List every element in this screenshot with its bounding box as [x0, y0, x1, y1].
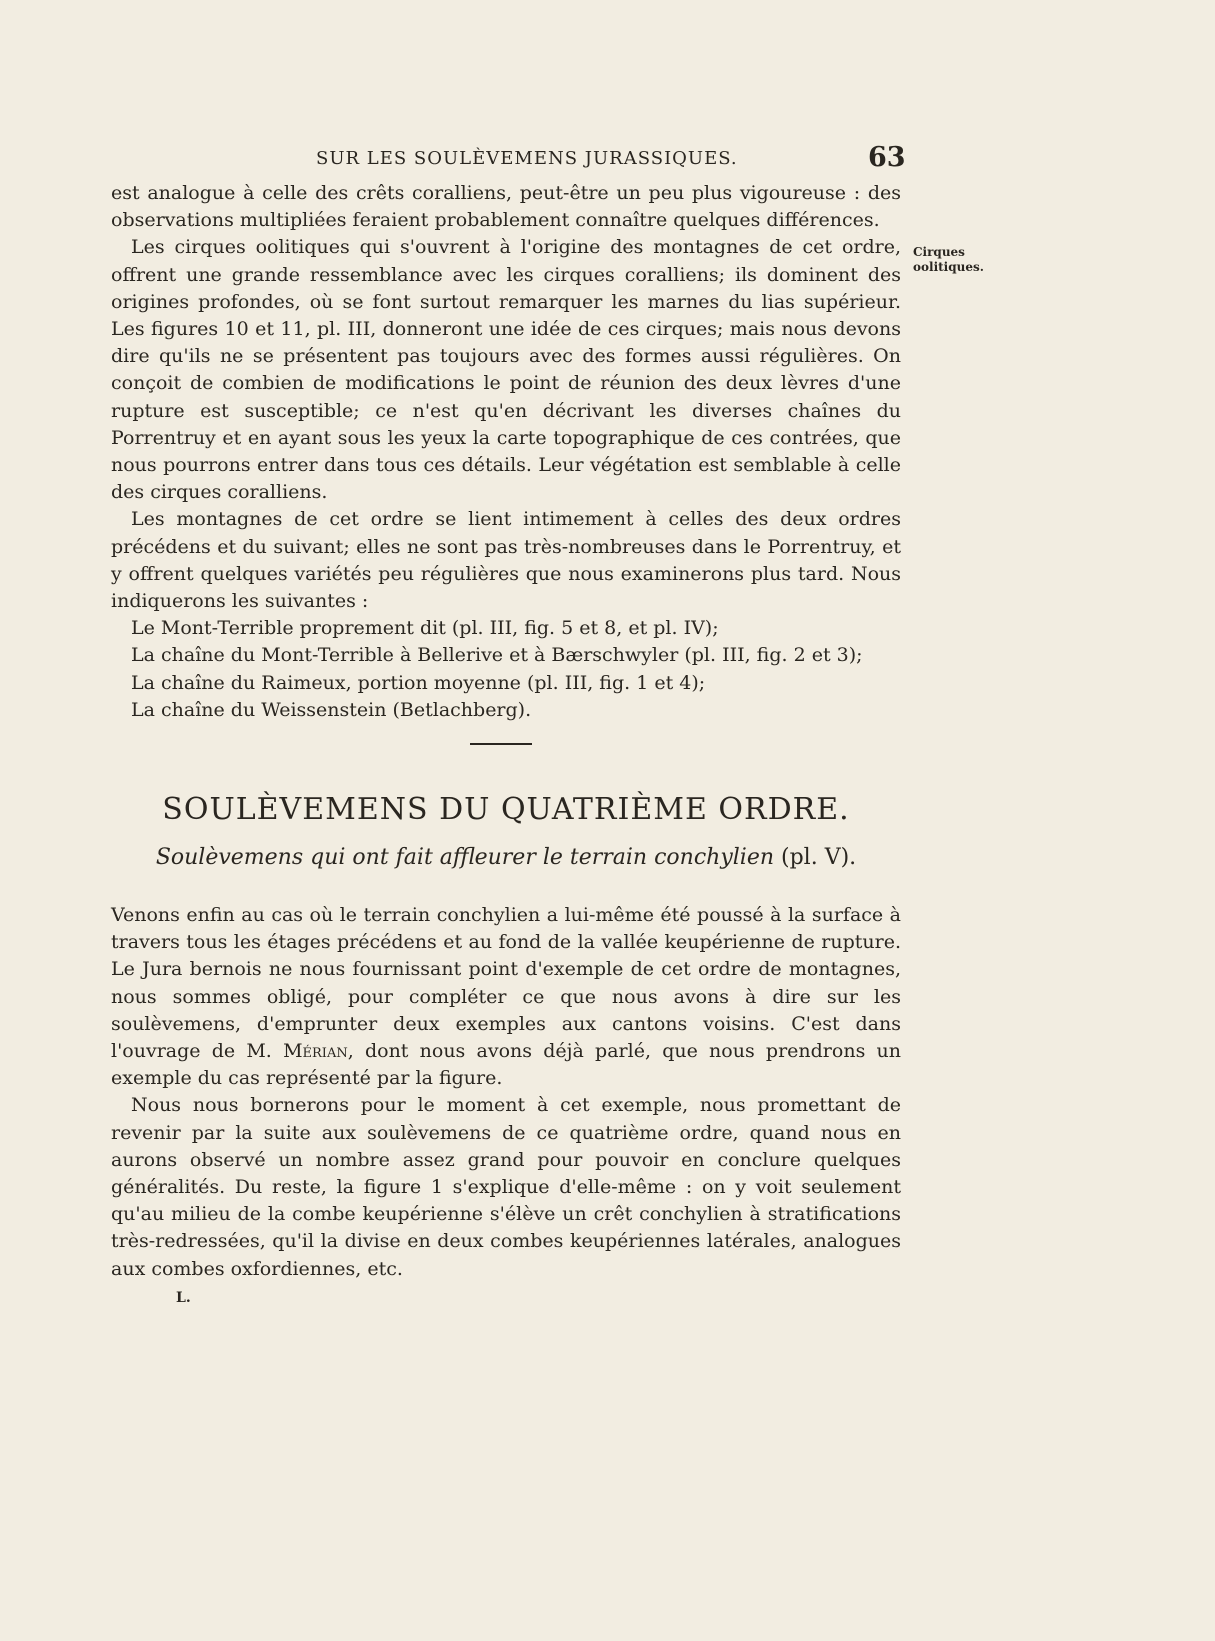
page-number: 63 [868, 142, 906, 173]
paragraph-nous: Nous nous bornerons pour le moment à cet exemple, nous promettant de revenir par la suite aux soulèvemens de ce quatrième ordre, quand nous en aurons observé un nombre assez grand pour pouvoir en conclure quelques généralités. Du reste, la figure 1 s'explique d'elle-même : on y voit seulement qu'au milieu de la combe keupérienne s'élève un crêt conchylien à stratifications très-redressées, qu'il la divise en deux combes keupériennes latérales, analogues aux combes oxfordiennes, etc. [111, 1094, 901, 1280]
margin-note [913, 245, 993, 275]
paragraph-montagnes: Les montagnes de cet ordre se lient intimement à celles des deux ordres précédens et du suivant; elles ne sont pas très-nombreuses dans le Porrentruy, et y offrent quelques variétés peu régulières que nous examinerons plus tard. Nous indiquerons les suivantes : [111, 508, 901, 613]
section-subtitle-plate-ref: (pl. V). [781, 845, 857, 870]
section-subtitle [111, 845, 901, 870]
section-divider [470, 743, 532, 745]
list-item: La chaîne du Weissenstein (Betlachberg). [131, 698, 532, 721]
body-text-top [111, 180, 901, 724]
paragraph-venons [111, 902, 901, 1092]
list-item: La chaîne du Raimeux, portion moyenne (pl. III, fig. 1 et 4); [131, 671, 706, 694]
body-text-bottom [111, 902, 901, 1283]
chain-list [111, 615, 901, 724]
paragraph-continuation: est analogue à celle des crêts coralliens, peut-être un peu plus vigoureuse : des observations multipliées feraient probablement connaître quelques différences. [111, 182, 901, 232]
paragraph-text: Venons enfin au cas où le terrain conchylien a lui-même été poussé à la surface à travers tous les étages précédens et au fond de la vallée keupérienne de rupture. Le Jura bernois ne nous fournissant point d'exemple de cet ordre de montagnes, nous sommes obligé, pour compléter ce que nous avons à dire sur les soulèvemens, d'emprunter deux exemples aux cantons voisins. C'est dans l'ouvrage de M. [111, 904, 901, 1063]
paragraph-text: , dont nous avons déjà parlé, que nous prendrons un exemple du cas représenté par la figure. [111, 1040, 901, 1090]
margin-note-line: Cirques [913, 245, 965, 259]
author-name: Mérian [283, 1040, 348, 1063]
running-head: SUR LES SOULÈVEMENS JURASSIQUES. [316, 148, 738, 169]
section-subtitle-text: Soulèvemens qui ont fait affleurer le terrain conchylien [155, 845, 775, 870]
paragraph-cirques: Les cirques oolitiques qui s'ouvrent à l'origine des montagnes de cet ordre, offrent une grande ressemblance avec les cirques coralliens; ils dominent des origines profondes, où se font surtout remarquer les marnes du lias supérieur. Les figures 10 et 11, pl. III, donneront une idée de ces cirques; mais nous devons dire qu'ils ne se présentent pas toujours avec des formes aussi régulières. On conçoit de combien de modifications le point de réunion des deux lèvres d'une rupture est susceptible; ce n'est qu'en décrivant les diverses chaînes du Porrentruy et en ayant sous les yeux la carte topographique de ces contrées, que nous pourrons entrer dans tous ces détails. Leur végétation est semblable à celle des cirques coralliens. [111, 236, 901, 504]
list-item: Le Mont-Terrible proprement dit (pl. III, fig. 5 et 8, et pl. IV); [131, 617, 719, 640]
signature: L. [176, 1290, 191, 1306]
list-item: La chaîne du Mont-Terrible à Bellerive et à Bærschwyler (pl. III, fig. 2 et 3); [131, 644, 863, 667]
margin-note-line: oolitiques. [913, 260, 984, 274]
section-title: SOULÈVEMENS DU QUATRIÈME ORDRE. [162, 792, 850, 827]
